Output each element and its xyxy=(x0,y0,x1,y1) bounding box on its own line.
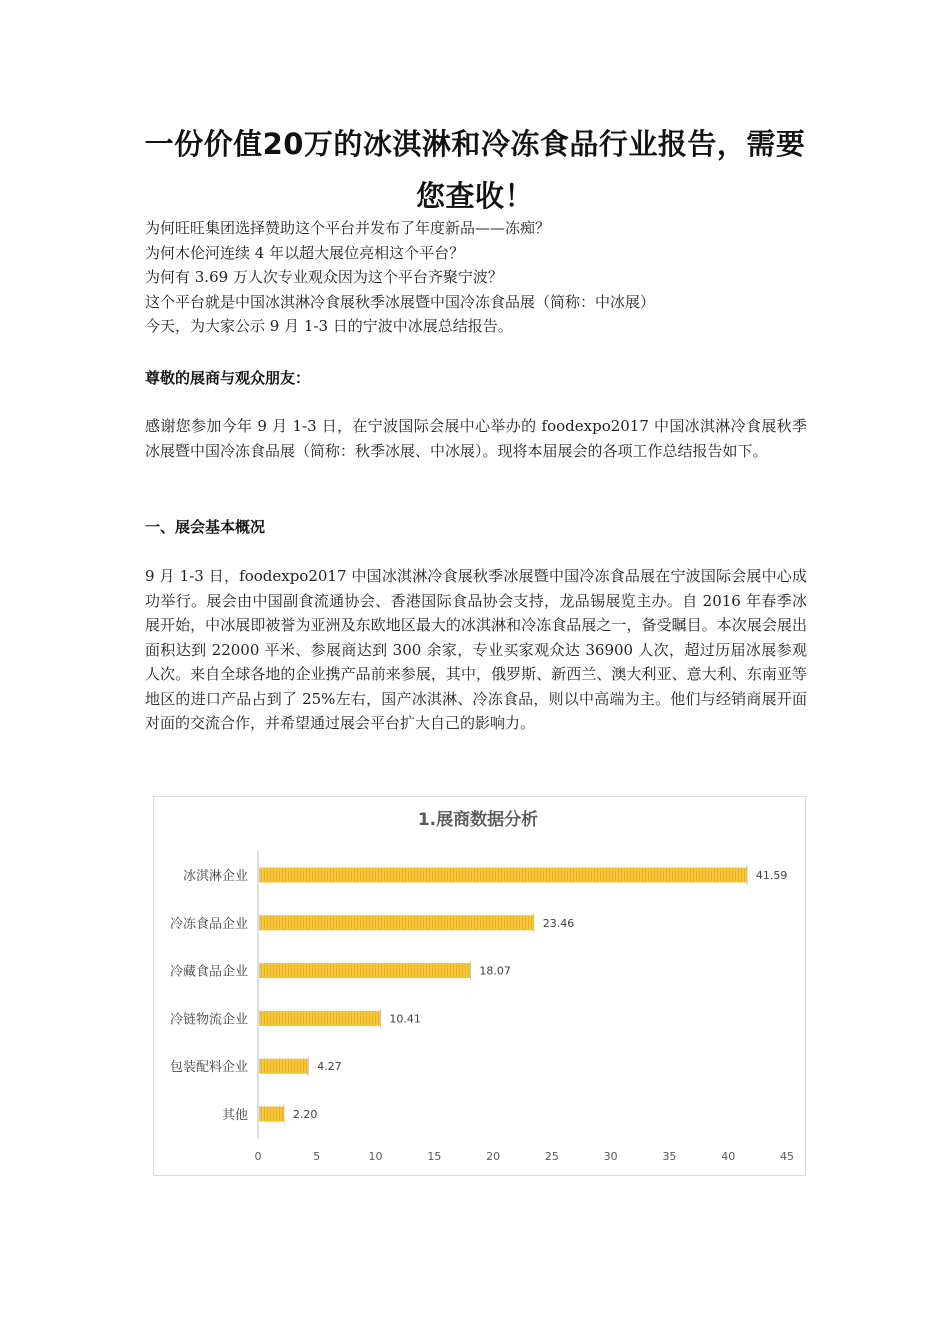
x-tick-label: 15 xyxy=(427,1150,442,1163)
category-label: 冷冻食品企业 xyxy=(169,916,248,932)
x-tick-label: 40 xyxy=(721,1150,736,1163)
intro-line: 为何木伦河连续 4 年以超大展位亮相这个平台？ xyxy=(145,243,465,262)
x-tick-label: 20 xyxy=(486,1150,501,1163)
intro-line: 为何旺旺集团选择赞助这个平台并发布了年度新品——冻痴？ xyxy=(145,219,551,237)
category-label: 其他 xyxy=(221,1108,248,1123)
section-heading: 一、展会基本概况 xyxy=(145,518,266,536)
category-label: 冰淇淋企业 xyxy=(182,869,248,884)
category-label: 冷藏食品企业 xyxy=(169,964,248,980)
x-tick-label: 30 xyxy=(603,1150,618,1163)
bar-chart xyxy=(153,796,806,1176)
bar xyxy=(259,963,470,978)
thanks-paragraph: 感谢您参加今年 9 月 1-3 日，在宁波国际会展中心举办的 foodexpo2017 中国冰淇淋冷食展秋季冰展暨中国冷冻食品展（简称：秋季冰展、中冰展）。现将本届展会的各项工作总结报告如下。 xyxy=(145,417,807,460)
x-tick-label: 0 xyxy=(254,1150,262,1163)
bar xyxy=(259,915,534,930)
data-label: 41.59 xyxy=(755,869,788,882)
x-tick-label: 45 xyxy=(780,1150,794,1163)
x-tick-label: 10 xyxy=(368,1150,383,1163)
intro-line: 今天，为大家公示 9 月 1-3 日的宁波中冰展总结报告。 xyxy=(145,317,513,335)
category-label: 冷链物流企业 xyxy=(169,1012,248,1028)
chart-canvas xyxy=(154,797,805,1175)
greeting-heading: 尊敬的展商与观众朋友： xyxy=(145,369,311,387)
x-tick-label: 25 xyxy=(544,1150,559,1163)
page-title: 一份价值20万的冰淇淋和冷冻食品行业报告，需要您查收！ xyxy=(144,127,806,213)
bar xyxy=(259,1107,284,1122)
x-axis-ticks xyxy=(255,1150,795,1163)
data-label: 10.41 xyxy=(389,1012,421,1026)
x-tick-label: 5 xyxy=(313,1150,321,1163)
intro-line: 为何有 3.69 万人次专业观众因为这个平台齐聚宁波？ xyxy=(145,268,503,286)
chart-title: 1.展商数据分析 xyxy=(417,810,539,830)
intro-line: 这个平台就是中国冰淇淋冷食展秋季冰展暨中国冷冻食品展（简称：中冰展） xyxy=(145,292,656,311)
data-label: 2.20 xyxy=(292,1108,318,1121)
x-tick-label: 35 xyxy=(662,1150,677,1163)
bars-layer xyxy=(170,866,787,1124)
category-label: 包装配料企业 xyxy=(169,1060,248,1076)
intro-block xyxy=(145,216,815,339)
data-label: 18.07 xyxy=(479,964,511,978)
data-label: 23.46 xyxy=(542,916,575,930)
bar xyxy=(259,868,747,883)
section-paragraph: 9 月 1-3 日，foodexpo2017 中国冰淇淋冷食展秋季冰展暨中国冷冻食品展在宁波国际会展中心成功举行。展会由中国副食流通协会、香港国际食品协会支持，龙品锡展览主办。自 2016 年春季冰展开始，中冰展即被誉为亚洲及东欧地区最大的冰淇淋和冷冻食品展之一，备受瞩目。本次展会展出面积达到 22000 平米、参展商达到 300 余家，专业买家观众达 36900 人次，超过历届冰展参观人次。来自全球各地的企业携产品前来参展，其中，俄罗斯、新西兰、澳大利亚、意大利、东南亚等地区的进口产品占到了 25%左右，国产冰淇淋、冷冻食品，则以中高端为主。他们与经销商展开面对面的交流合作，并希望通过展会平台扩大自己的影响力。 xyxy=(145,567,807,732)
bar xyxy=(259,1011,380,1026)
data-label: 4.27 xyxy=(317,1060,342,1074)
bar xyxy=(259,1059,308,1074)
